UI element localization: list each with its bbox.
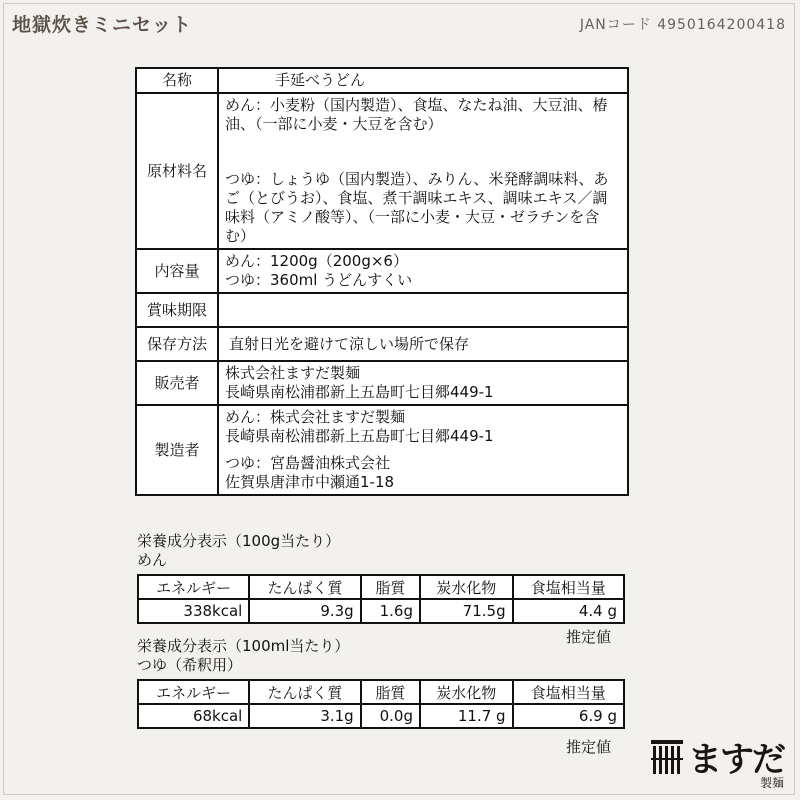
name-label: 名称 — [136, 68, 218, 93]
content-men: めん：1200g（200g×6） — [225, 252, 408, 270]
storage-value: 直射日光を避けて涼しい場所で保存 — [218, 327, 628, 361]
nutrition-value: 338kcal — [138, 599, 249, 623]
nutrition-men-table — [137, 574, 625, 624]
ingredients-tsuyu: つゆ：しょうゆ（国内製造）、みりん、米発酵調味料、あご（とびうお）、食塩、煮干調味エキス、調味エキス／調味料（アミノ酸等）、（一部に小麦・大豆・ゼラチンを含む） — [225, 170, 609, 245]
nutrition-value: 9.3g — [249, 599, 360, 623]
nutrition-value: 3.1g — [249, 704, 360, 728]
nutrition-men-sub: めん — [137, 551, 168, 569]
maker-tsuyu-address: 佐賀県唐津市中瀬通1-18 — [225, 473, 395, 491]
nutrition-header: エネルギー — [138, 575, 249, 599]
brand-logo-text: ますだ — [688, 740, 784, 780]
ingredients-cell — [218, 93, 628, 249]
nutrition-men-note: 推定値 — [566, 628, 612, 646]
row-name — [136, 68, 628, 93]
content-cell — [218, 249, 628, 293]
row-seller — [136, 361, 628, 405]
nutrition-value: 68kcal — [138, 704, 249, 728]
nutrition-value: 11.7 g — [420, 704, 513, 728]
seller-cell — [218, 361, 628, 405]
content-tsuyu: つゆ：360ml うどんすくい — [225, 271, 413, 289]
nutrition-header: 食塩相当量 — [513, 680, 624, 704]
nutrition-men-header-row — [138, 575, 624, 599]
nutrition-tsuyu-heading: 栄養成分表示（100ml当たり） — [137, 637, 350, 655]
nutrition-header: エネルギー — [138, 680, 249, 704]
name-value: 手延べうどん — [218, 68, 628, 93]
nutrition-value: 71.5g — [420, 599, 513, 623]
nutrition-value: 6.9 g — [513, 704, 624, 728]
row-expiry — [136, 293, 628, 327]
nutrition-header: 炭水化物 — [420, 575, 513, 599]
maker-tsuyu-name: つゆ：宮島醤油株式会社 — [225, 454, 391, 472]
row-content — [136, 249, 628, 293]
seller-address: 長崎県南松浦郡新上五島町七目郷449-1 — [225, 383, 494, 401]
nutrition-header: 炭水化物 — [420, 680, 513, 704]
nutrition-header: たんぱく質 — [249, 575, 360, 599]
nutrition-tsuyu-note: 推定値 — [566, 738, 612, 756]
page-title: 地獄炊きミニセット — [12, 14, 193, 36]
content-label: 内容量 — [136, 249, 218, 293]
ingredients-men: めん：小麦粉（国内製造）、食塩、なたね油、大豆油、椿油、（一部に小麦・大豆を含む） — [225, 96, 608, 133]
nutrition-men-value-row — [138, 599, 624, 623]
nutrition-header: 脂質 — [361, 575, 420, 599]
brand-logo-sub: 製麺 — [760, 776, 785, 790]
nutrition-tsuyu-header-row — [138, 680, 624, 704]
maker-label: 製造者 — [136, 405, 218, 495]
nutrition-value: 0.0g — [361, 704, 420, 728]
expiry-value — [218, 293, 628, 327]
brand-logo — [650, 730, 796, 792]
noodle-mark-icon — [650, 738, 684, 776]
row-maker — [136, 405, 628, 495]
nutrition-men-heading: 栄養成分表示（100g当たり） — [137, 532, 341, 550]
nutrition-header: 食塩相当量 — [513, 575, 624, 599]
row-storage — [136, 327, 628, 361]
nutrition-tsuyu-value-row — [138, 704, 624, 728]
expiry-label: 賞味期限 — [136, 293, 218, 327]
seller-label: 販売者 — [136, 361, 218, 405]
jan-code: JANコード 4950164200418 — [579, 17, 786, 33]
maker-cell — [218, 405, 628, 495]
nutrition-tsuyu-sub: つゆ（希釈用） — [137, 656, 243, 674]
ingredients-label: 原材料名 — [136, 93, 218, 249]
nutrition-value: 4.4 g — [513, 599, 624, 623]
maker-men-name: めん：株式会社ますだ製麺 — [225, 408, 406, 426]
product-info-table — [135, 67, 629, 496]
seller-name: 株式会社ますだ製麺 — [225, 364, 361, 382]
maker-men-address: 長崎県南松浦郡新上五島町七目郷449-1 — [225, 427, 494, 445]
row-ingredients — [136, 93, 628, 249]
nutrition-tsuyu-table — [137, 679, 625, 729]
nutrition-header: 脂質 — [361, 680, 420, 704]
storage-label: 保存方法 — [136, 327, 218, 361]
nutrition-header: たんぱく質 — [249, 680, 360, 704]
nutrition-value: 1.6g — [361, 599, 420, 623]
